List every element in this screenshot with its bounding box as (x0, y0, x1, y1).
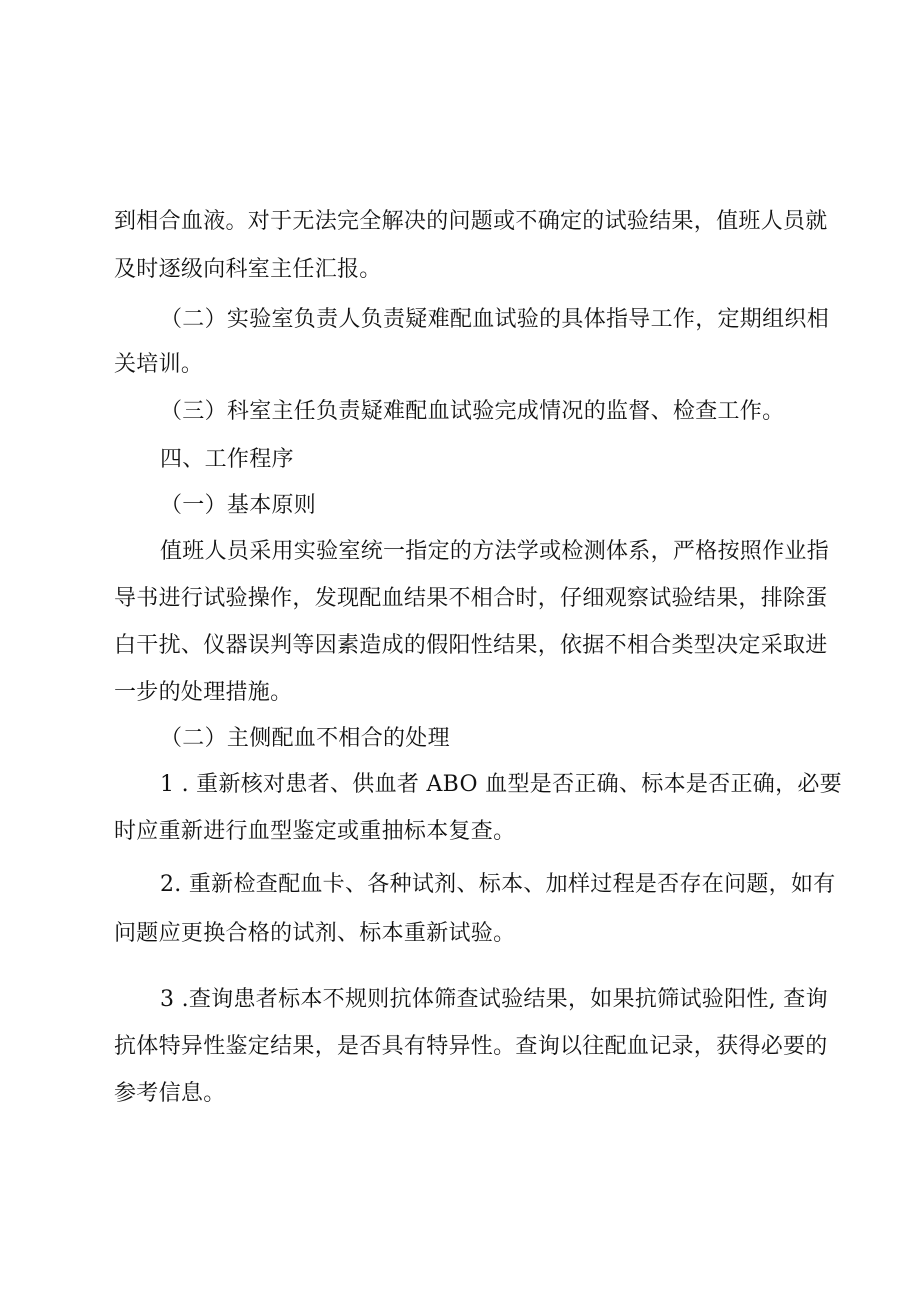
paragraph-line: 白干扰、仪器误判等因素造成的假阳性结果，依据不相合类型决定采取进 (114, 633, 828, 658)
sub-heading-basic-principle: （一）基本原则 (160, 493, 317, 518)
paragraph-line: 导书进行试验操作，发现配血结果不相合时，仔细观察试验结果，排除蛋 (114, 586, 828, 611)
sub-heading-major-crossmatch: （二）主侧配血不相合的处理 (160, 726, 450, 751)
paragraph-line: 抗体特异性鉴定结果，是否具有特异性。查询以往配血记录，获得必要的 (114, 1034, 828, 1059)
section-heading-2: （二）实验室负责人负责疑难配血试验的具体指导工作，定期组织相 (160, 307, 830, 332)
paragraph-line: 到相合血液。对于无法完全解决的问题或不确定的试验结果，值班人员就 (114, 209, 828, 234)
paragraph-line: 值班人员采用实验室统一指定的方法学或检测体系，严格按照作业指 (160, 539, 830, 564)
paragraph-line: 关培训。 (114, 352, 204, 377)
paragraph-line: 参考信息。 (114, 1081, 226, 1106)
paragraph-line: 一步的处理措施。 (114, 680, 293, 705)
list-item-2: 2. 重新检查配血卡、各种试剂、标本、加样过程是否存在问题，如有 (160, 872, 836, 897)
list-item-3: 3 .查询患者标本不规则抗体筛查试验结果，如果抗筛试验阳性, 查询 (160, 987, 828, 1012)
chapter-heading: 四、工作程序 (160, 447, 294, 472)
paragraph-line: 问题应更换合格的试剂、标本重新试验。 (114, 921, 516, 946)
paragraph-line: 及时逐级向科室主任汇报。 (114, 257, 382, 282)
list-item-1: 1 . 重新核对患者、供血者 ABO 血型是否正确、标本是否正确，必要 (160, 772, 842, 797)
paragraph-line: 时应重新进行血型鉴定或重抽标本复查。 (114, 819, 516, 844)
section-heading-3: （三）科室主任负责疑难配血试验完成情况的监督、检查工作。 (160, 399, 785, 424)
